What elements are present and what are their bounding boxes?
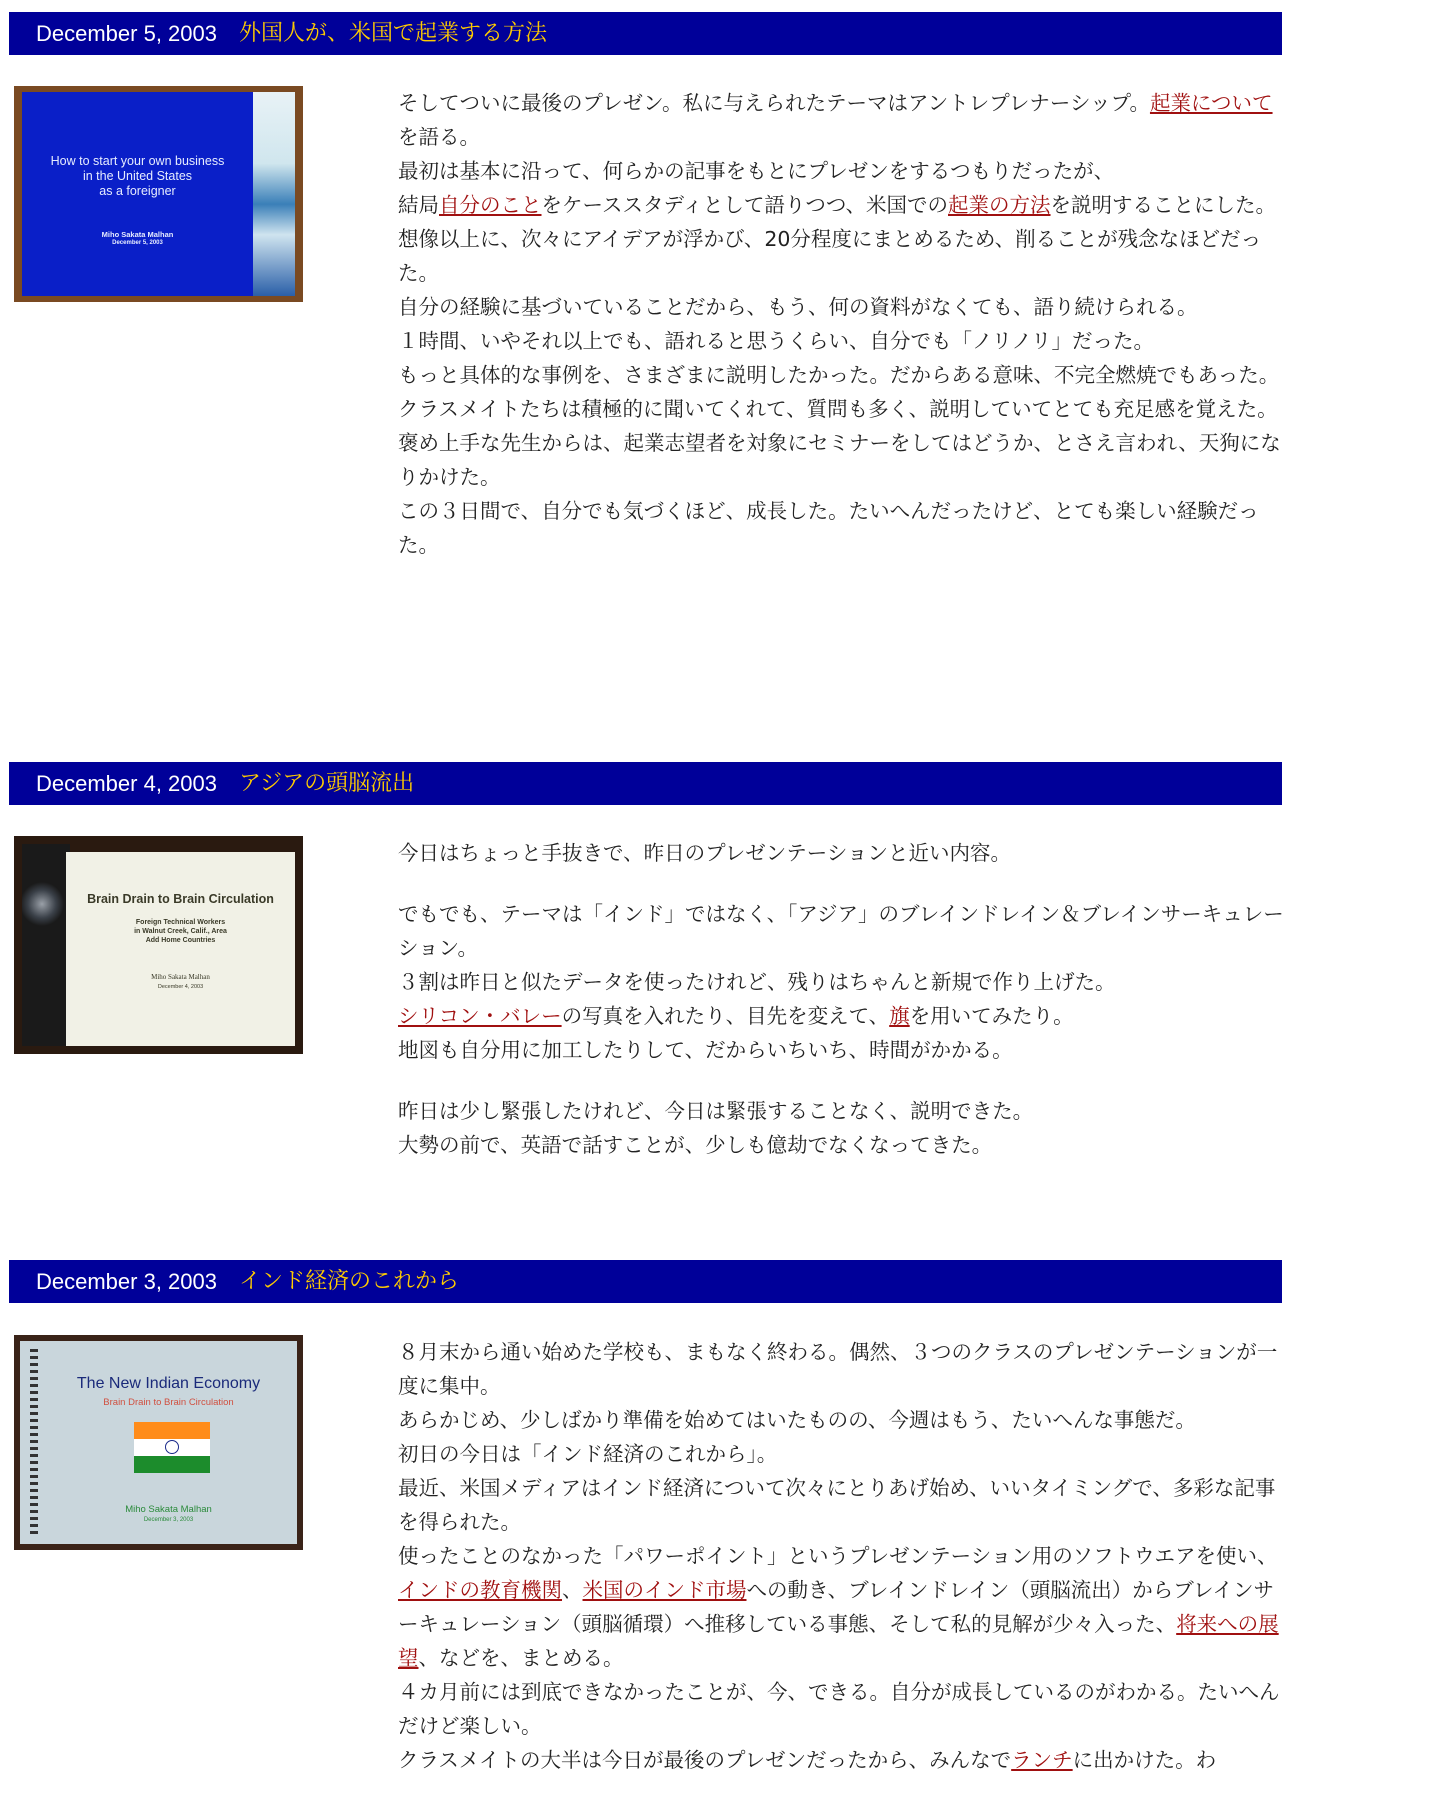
entry-date: December 5, 2003 (36, 20, 217, 46)
entry-date: December 3, 2003 (36, 1268, 217, 1294)
paragraph: そしてついに最後のプレゼン。私に与えられたテーマはアントレプレナーシップ。起業についてを語る。 (398, 91, 1273, 149)
paragraph: インドの教育機関、米国のインド市場への動き、ブレインドレイン（頭脳流出）からブレインサーキュレーション（頭脳循環）へ推移している事態、そして私的見解が少々入った、将来への展望、などを、まとめる。 (398, 1578, 1279, 1670)
india-flag-icon (134, 1422, 210, 1473)
slide-title: The New Indian Economy (76, 1375, 261, 1392)
paragraph: でもでも、テーマは「インド」ではなく、「アジア」のブレインドレイン＆ブレインサーキュレーション。 (398, 902, 1284, 960)
slide-title: Brain Drain to Brain Circulation (87, 892, 274, 906)
entry-title: アジアの頭脳流出 (239, 770, 415, 796)
link-entrepreneurship[interactable]: 起業について (1149, 91, 1273, 115)
entry-header (9, 762, 1282, 805)
slide-date: December 5, 2003 (112, 240, 163, 246)
paragraph: あらかじめ、少しばかり準備を始めてはいたものの、今週はもう、たいへんな事態だ。 (398, 1408, 1196, 1432)
slide-date: December 4, 2003 (157, 984, 204, 990)
slide-line: in Walnut Creek, Calif., Area (134, 928, 227, 935)
paragraph: 想像以上に、次々にアイデアが浮かび、20分程度にまとめるため、削ることが残念なほどだった。 (398, 227, 1262, 285)
spiral-binding (30, 1349, 38, 1536)
slide-author: Miho Sakata Malhan (151, 973, 210, 981)
paragraph: クラスメイトたちは積極的に聞いてくれて、質問も多く、説明していてとても充足感を覚えた。 (398, 397, 1278, 421)
entry-body (398, 836, 1288, 1162)
paragraph: １時間、いやそれ以上でも、語れると思うくらい、自分でも「ノリノリ」だった。 (398, 329, 1155, 353)
slide-subtitle: Brain Drain to Brain Circulation (103, 1397, 234, 1408)
paragraph: 地図も自分用に加工したりして、だからいちいち、時間がかかる。 (398, 1038, 1013, 1062)
link-my-story[interactable]: 自分のこと (439, 193, 542, 217)
link-us-india-market[interactable]: 米国のインド市場 (582, 1578, 747, 1602)
entry-dec-5 (9, 12, 1282, 557)
paragraph: 初日の今日は「インド経済のこれから」。 (398, 1442, 778, 1466)
slide-line: as a foreigner (99, 184, 176, 198)
paragraph: ３割は昨日と似たデータを使ったけれど、残りはちゃんと新規で作り上げた。 (398, 970, 1116, 994)
paragraph: もっと具体的な事例を、さまざまに説明したかった。だからある意味、不完全燃焼でもあった。 (398, 363, 1280, 387)
link-startup-method[interactable]: 起業の方法 (948, 193, 1051, 217)
link-lunch[interactable]: ランチ (1011, 1748, 1073, 1772)
paragraph: 自分の経験に基づいていることだから、もう、何の資料がなくても、語り続けられる。 (398, 295, 1198, 319)
paragraph: 最初は基本に沿って、何らかの記事をもとにプレゼンをするつもりだったが、 (398, 159, 1115, 183)
link-flag[interactable]: 旗 (889, 1004, 910, 1028)
entry-header (9, 1260, 1282, 1303)
paragraph: 最近、米国メディアはインド経済について次々にとりあげ始め、いいタイミングで、多彩な記事を得られた。 (398, 1476, 1276, 1534)
paragraph: 今日はちょっと手抜きで、昨日のプレゼンテーションと近い内容。 (398, 841, 1011, 865)
paragraph: 褒め上手な先生からは、起業志望者を対象にセミナーをしてはどうか、とさえ言われ、天狗になりかけた。 (398, 431, 1281, 489)
paragraph: 使ったことのなかった「パワーポイント」というプレゼンテーション用のソフトウエアを使い、 (398, 1544, 1278, 1568)
entry-date: December 4, 2003 (36, 770, 217, 796)
entry-header (9, 12, 1282, 55)
paragraph: 大勢の前で、英語で話すことが、少しも億劫でなくなってきた。 (398, 1133, 993, 1157)
slide-author: Miho Sakata Malhan (101, 230, 174, 239)
paragraph: この３日間で、自分でも気づくほど、成長した。たいへんだったけど、とても楽しい経験だった。 (398, 499, 1259, 557)
paragraph: シリコン・バレーの写真を入れたり、目先を変えて、旗を用いてみたり。 (398, 1004, 1074, 1028)
paragraph: クラスメイトの大半は今日が最後のプレゼンだったから、みんなでランチに出かけた。わ (398, 1748, 1217, 1772)
slide-line: in the United States (82, 169, 193, 183)
entry-body (398, 1335, 1288, 1777)
decorative-pattern (22, 844, 70, 1046)
slide-line: How to start your own business (50, 154, 225, 168)
link-india-education[interactable]: インドの教育機関 (398, 1578, 562, 1602)
wave-graphic (253, 92, 295, 296)
entry-dec-4 (9, 762, 1284, 1157)
paragraph: ４カ月前には到底できなかったことが、今、できる。自分が成長しているのがわかる。たいへんだけど楽しい。 (398, 1680, 1280, 1738)
slide-thumbnail (14, 836, 303, 1054)
entry-title: 外国人が、米国で起業する方法 (239, 20, 548, 46)
link-silicon-valley[interactable]: シリコン・バレー (398, 1004, 562, 1028)
entry-body (398, 86, 1288, 562)
paragraph: 結局自分のことをケーススタディとして語りつつ、米国での起業の方法を説明することにした。 (398, 193, 1277, 217)
paragraph: 昨日は少し緊張したけれど、今日は緊張することなく、説明できた。 (398, 1099, 1034, 1123)
slide-thumbnail (14, 86, 303, 302)
slide-author: Miho Sakata Malhan (125, 1504, 212, 1515)
entry-dec-3 (9, 1260, 1282, 1772)
slide-line: Foreign Technical Workers (135, 919, 226, 926)
entry-title: インド経済のこれから (239, 1268, 460, 1294)
slide-line: Add Home Countries (145, 937, 216, 944)
slide-thumbnail (14, 1335, 303, 1550)
slide-date: December 3, 2003 (143, 1517, 194, 1523)
link-future-outlook[interactable]: 将来への展望 (398, 1612, 1279, 1670)
paragraph: ８月末から通い始めた学校も、まもなく終わる。偶然、３つのクラスのプレゼンテーションが一度に集中。 (398, 1340, 1278, 1398)
